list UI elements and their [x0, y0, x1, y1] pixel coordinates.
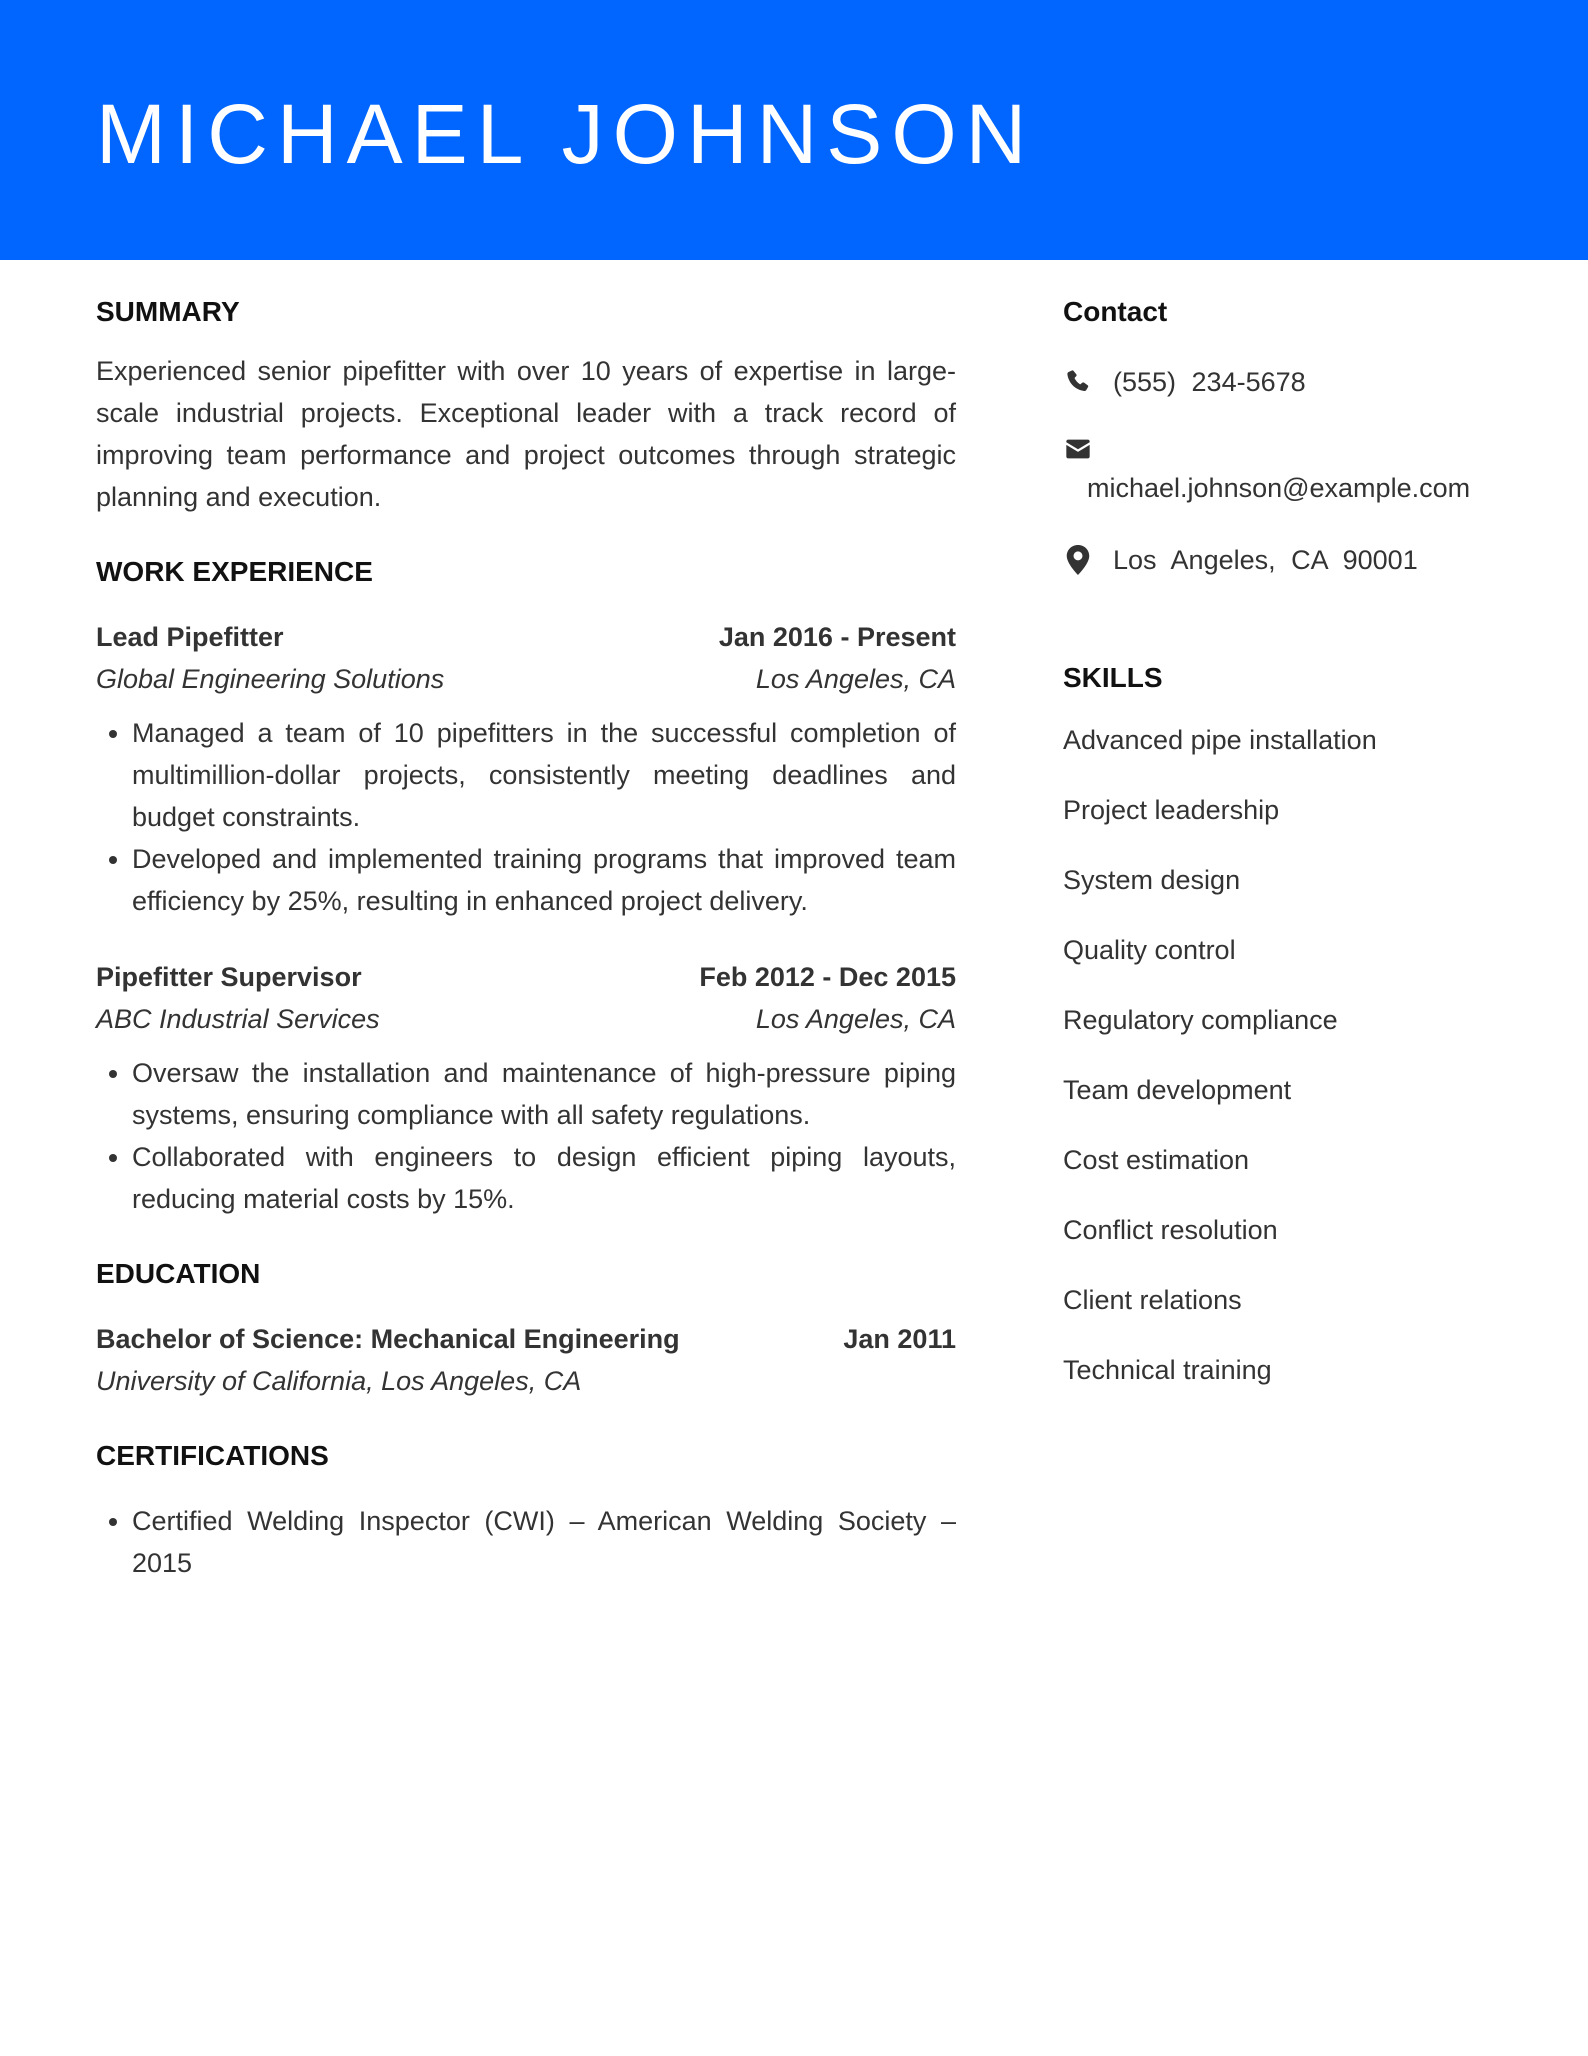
certifications-section [96, 1434, 956, 1584]
contact-email [1063, 434, 1523, 508]
map-pin-icon [1063, 545, 1093, 575]
certifications-heading: CERTIFICATIONS [96, 1440, 329, 1471]
skill-item: Team development [1063, 1075, 1292, 1105]
summary-text: Experienced senior pipefitter with over 10 years of expertise in large-scale industrial projects. Exceptional leader with a track record of improving team performance and project outcomes through strategic planning and execution. [96, 356, 956, 512]
job-entry [96, 616, 956, 922]
skills-section [1063, 656, 1523, 1390]
skill-item: Technical training [1063, 1355, 1272, 1385]
job-entry [96, 956, 956, 1220]
summary-section [96, 290, 956, 518]
job-bullets [96, 712, 956, 922]
side-column [1063, 290, 1523, 1420]
job-bullet: • Developed and implemented training programs that improved team efficiency by 25%, resulting in enhanced project delivery. [132, 838, 956, 922]
education-date: Jan 2011 [843, 1324, 956, 1354]
skill-item: Conflict resolution [1063, 1215, 1278, 1245]
contact-section [1063, 290, 1523, 580]
phone-icon [1063, 367, 1093, 397]
certification-item: • Certified Welding Inspector (CWI) – American Welding Society – 2015 [132, 1500, 956, 1584]
skill-item: Quality control [1063, 935, 1236, 965]
skills-heading: SKILLS [1063, 662, 1163, 693]
summary-heading: SUMMARY [96, 296, 240, 327]
skill-item: Cost estimation [1063, 1145, 1250, 1175]
job-bullet: • Collaborated with engineers to design efficient piping layouts, reducing material costs by 15%. [132, 1136, 956, 1220]
skill-item: Regulatory compliance [1063, 1005, 1338, 1035]
school: University of California, Los Angeles, CA [96, 1366, 582, 1396]
email-address[interactable]: michael.johnson@example.com [1087, 473, 1471, 503]
job-company: ABC Industrial Services [96, 1004, 380, 1034]
envelope-icon [1063, 434, 1093, 464]
header-banner [0, 0, 1588, 260]
contact-heading: Contact [1063, 296, 1168, 327]
main-column [96, 290, 956, 1616]
work-experience-heading: WORK EXPERIENCE [96, 556, 373, 587]
skill-item: Client relations [1063, 1285, 1242, 1315]
phone-number[interactable]: (555) 234-5678 [1113, 367, 1306, 397]
job-location: Los Angeles, CA [755, 664, 956, 694]
job-bullet: • Managed a team of 10 pipefitters in the successful completion of multimillion-dollar projects, consistently meeting deadlines and budget constraints. [132, 712, 956, 838]
certification-list [96, 1500, 956, 1584]
job-location: Los Angeles, CA [755, 1004, 956, 1034]
job-bullets [96, 1052, 956, 1220]
degree: Bachelor of Science: Mechanical Engineering [96, 1324, 680, 1354]
job-company: Global Engineering Solutions [96, 664, 445, 694]
candidate-name: MICHAEL JOHNSON [96, 87, 1036, 181]
location-text: Los Angeles, CA 90001 [1113, 545, 1418, 575]
job-dates: Feb 2012 - Dec 2015 [699, 962, 956, 992]
skill-item: Advanced pipe installation [1063, 725, 1377, 755]
education-section [96, 1252, 956, 1402]
education-heading: EDUCATION [96, 1258, 261, 1289]
contact-location [1063, 540, 1523, 580]
skill-list [1063, 720, 1523, 1390]
work-experience-section [96, 550, 956, 1220]
job-title: Pipefitter Supervisor [96, 962, 362, 992]
contact-list [1063, 362, 1523, 580]
contact-phone [1063, 362, 1523, 402]
skill-item: System design [1063, 865, 1241, 895]
education-entry [96, 1318, 956, 1402]
job-bullet: • Oversaw the installation and maintenance of high-pressure piping systems, ensuring compliance with all safety regulations. [132, 1052, 956, 1136]
job-title: Lead Pipefitter [96, 622, 284, 652]
skill-item: Project leadership [1063, 795, 1280, 825]
job-dates: Jan 2016 - Present [718, 622, 956, 652]
